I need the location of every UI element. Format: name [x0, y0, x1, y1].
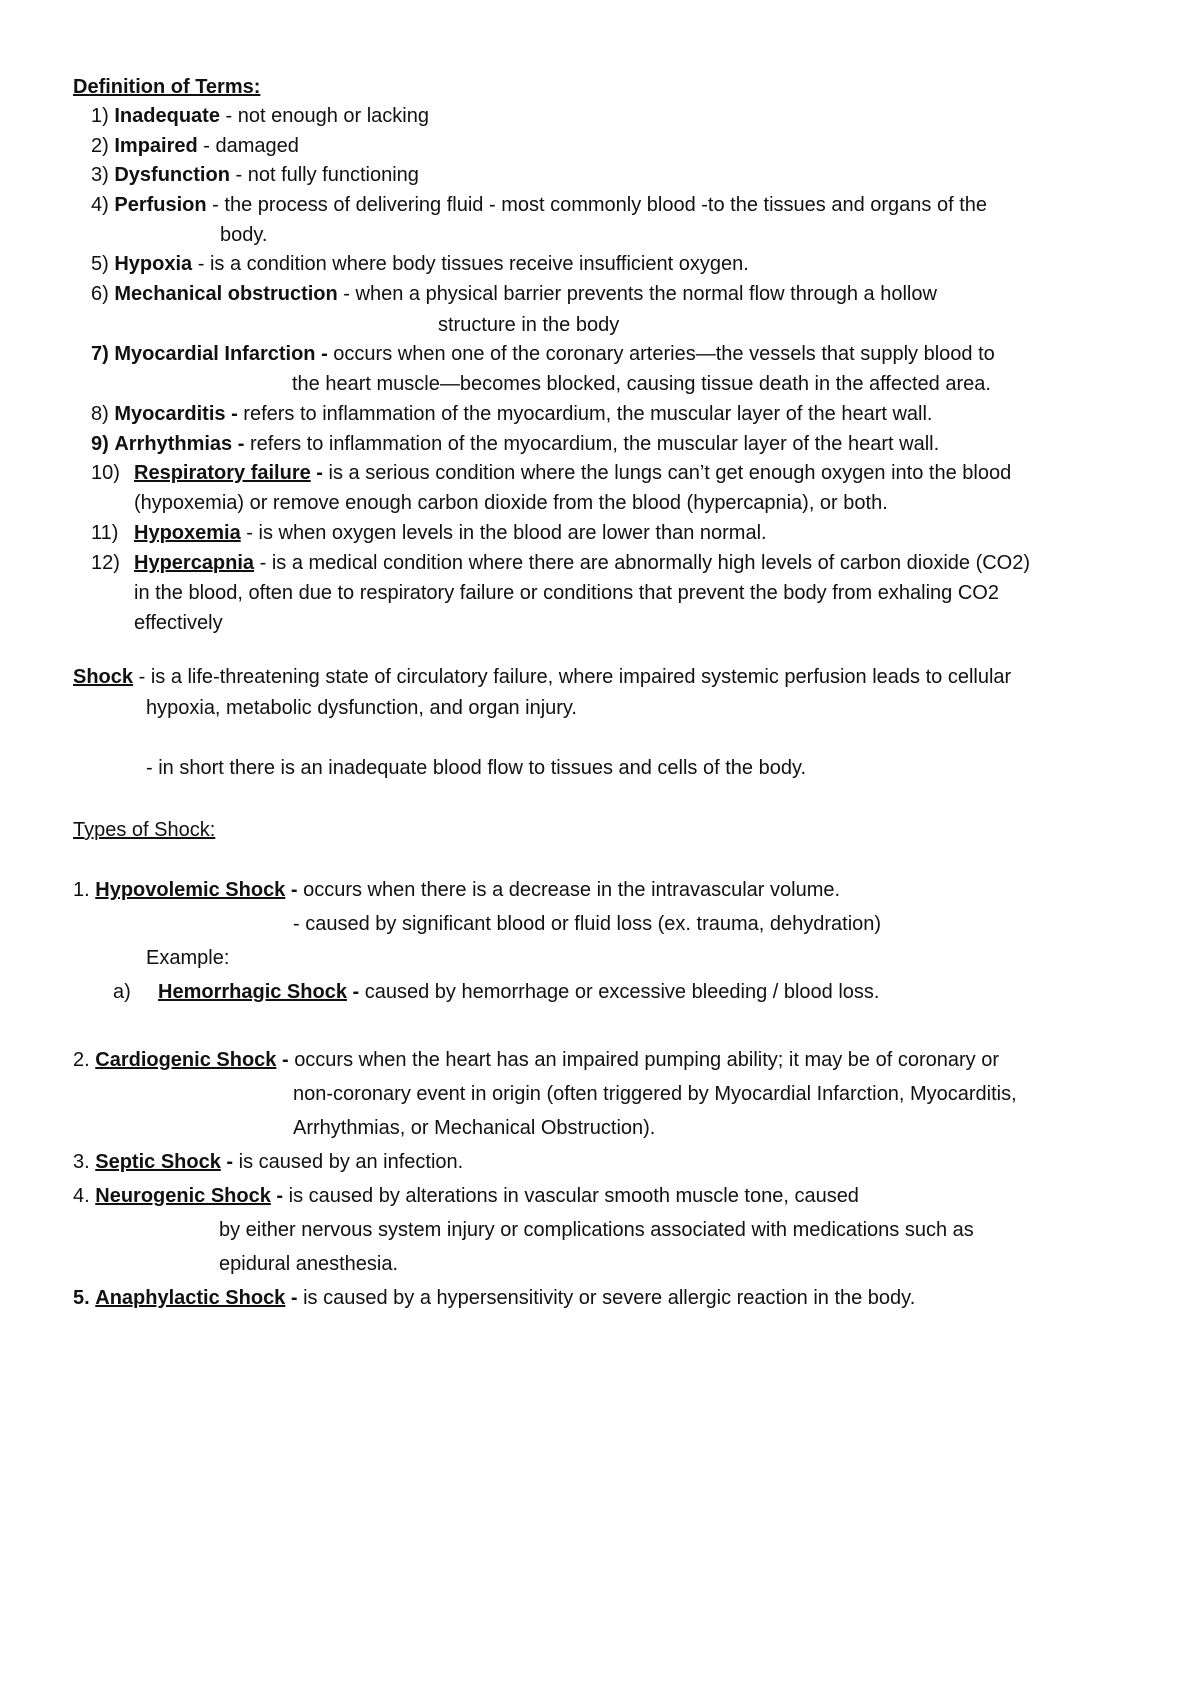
shock-type-item	[73, 1183, 859, 1209]
definition-number: 5)	[91, 253, 109, 275]
definition-number: 11)	[91, 522, 119, 544]
types-heading: Types of Shock:	[73, 819, 216, 841]
shock-type-item	[73, 1149, 463, 1175]
shock-type-text: is caused by a hypersensitivity or severe allergic reaction in the body.	[303, 1287, 916, 1309]
definition-term: Inadequate	[114, 105, 220, 127]
shock-type-separator: -	[220, 1151, 239, 1173]
definition-item	[91, 162, 419, 188]
definition-term: Hypoxemia	[134, 522, 241, 544]
shock-definition	[73, 664, 1011, 690]
shock-type-number: 1.	[73, 879, 90, 901]
definition-separator: -	[240, 522, 259, 544]
definition-separator: -	[197, 135, 216, 157]
definition-separator: -	[315, 343, 334, 365]
definition-term: Hypercapnia	[134, 552, 255, 574]
definition-term: Myocardial Infarction	[114, 343, 316, 365]
definition-text: not fully functioning	[247, 164, 419, 186]
definition-text: is a serious condition where the lungs can’t get enough oxygen into the blood	[328, 462, 1012, 484]
shock-type-continuation: - caused by significant blood or fluid loss (ex. trauma, dehydration)	[293, 913, 882, 935]
definition-number: 1)	[91, 105, 109, 127]
definition-separator: -	[192, 253, 210, 275]
shock-type-text: occurs when there is a decrease in the intravascular volume.	[303, 879, 841, 901]
definition-text: not enough or lacking	[237, 105, 429, 127]
definition-text: occurs when one of the coronary arteries—the vessels that supply blood to	[333, 343, 995, 365]
shock-term: Shock	[73, 666, 134, 688]
definition-number: 12)	[91, 552, 120, 574]
definition-item	[91, 103, 429, 129]
definition-continuation: (hypoxemia) or remove enough carbon dioxide from the blood (hypercapnia), or both.	[134, 492, 888, 514]
definition-continuation: structure in the body	[438, 314, 620, 336]
shock-type-term: Neurogenic Shock	[95, 1185, 271, 1207]
definition-text: damaged	[215, 135, 299, 157]
shock-type-separator: -	[285, 1287, 304, 1309]
sub-item	[113, 979, 879, 1005]
definition-number: 7)	[91, 343, 109, 365]
definition-number: 4)	[91, 194, 109, 216]
definition-text: is when oxygen levels in the blood are lower than normal.	[258, 522, 767, 544]
shock-type-continuation: Arrhythmias, or Mechanical Obstruction).	[293, 1117, 656, 1139]
shock-separator: -	[133, 666, 151, 688]
definition-term: Myocarditis	[114, 403, 226, 425]
definition-number: 8)	[91, 403, 109, 425]
definition-item	[91, 431, 939, 457]
definition-term: Hypoxia	[114, 253, 193, 275]
shock-type-item	[73, 1285, 915, 1311]
shock-type-term: Hypovolemic Shock	[95, 879, 286, 901]
definition-separator: -	[337, 283, 356, 305]
shock-type-item	[73, 1047, 999, 1073]
shock-type-number: 3.	[73, 1151, 90, 1173]
shock-type-term: Anaphylactic Shock	[95, 1287, 286, 1309]
sub-item-term: Hemorrhagic Shock	[158, 981, 347, 1003]
definition-number: 6)	[91, 283, 109, 305]
shock-type-continuation: by either nervous system injury or complications associated with medications such as	[219, 1219, 974, 1241]
shock-continuation: hypoxia, metabolic dysfunction, and organ injury.	[146, 697, 577, 719]
definitions-heading: Definition of Terms:	[73, 76, 261, 98]
shock-type-number: 4.	[73, 1185, 90, 1207]
definition-item	[91, 341, 995, 367]
shock-type-separator: -	[285, 879, 304, 901]
definition-separator: -	[254, 552, 272, 574]
sub-item-separator: -	[346, 981, 365, 1003]
shock-type-text: is caused by an infection.	[238, 1151, 464, 1173]
shock-type-separator: -	[276, 1049, 295, 1071]
definition-term: Arrhythmias	[114, 433, 233, 455]
definition-item	[91, 281, 937, 307]
definition-separator: -	[232, 433, 250, 455]
definition-item	[91, 192, 987, 218]
shock-type-number: 5.	[73, 1287, 90, 1309]
definition-number: 3)	[91, 164, 109, 186]
definition-separator: -	[229, 164, 248, 186]
definition-term: Impaired	[114, 135, 198, 157]
shock-type-text: occurs when the heart has an impaired pumping ability; it may be of coronary or	[294, 1049, 999, 1071]
definition-item	[91, 133, 299, 159]
definition-item	[91, 550, 1030, 576]
sub-item-text: caused by hemorrhage or excessive bleeding / blood loss.	[364, 981, 880, 1003]
shock-type-term: Septic Shock	[95, 1151, 221, 1173]
definition-continuation: effectively	[134, 612, 223, 634]
definition-text: is a condition where body tissues receive insufficient oxygen.	[209, 253, 749, 275]
definition-separator: -	[225, 403, 244, 425]
shock-summary: - in short there is an inadequate blood flow to tissues and cells of the body.	[146, 757, 807, 779]
definition-item	[91, 401, 932, 427]
definition-item	[91, 460, 1011, 486]
definition-text: when a physical barrier prevents the normal flow through a hollow	[355, 283, 937, 305]
definition-term: Dysfunction	[114, 164, 230, 186]
definition-term: Mechanical obstruction	[114, 283, 338, 305]
definition-text: refers to inflammation of the myocardium, the muscular layer of the heart wall.	[243, 403, 933, 425]
example-label: Example:	[146, 947, 230, 969]
definition-separator: -	[206, 194, 225, 216]
definition-text: the process of delivering fluid - most commonly blood -to the tissues and organs of the	[224, 194, 988, 216]
shock-type-number: 2.	[73, 1049, 90, 1071]
definition-text: is a medical condition where there are abnormally high levels of carbon dioxide (CO2)	[271, 552, 1031, 574]
shock-type-item	[73, 877, 840, 903]
shock-type-continuation: non-coronary event in origin (often triggered by Myocardial Infarction, Myocarditis,	[293, 1083, 1017, 1105]
definition-continuation: the heart muscle—becomes blocked, causing tissue death in the affected area.	[292, 373, 991, 395]
definition-text: refers to inflammation of the myocardium, the muscular layer of the heart wall.	[249, 433, 940, 455]
shock-type-separator: -	[270, 1185, 289, 1207]
definition-number: 10)	[91, 462, 120, 484]
definition-item	[91, 520, 767, 546]
shock-type-text: is caused by alterations in vascular smooth muscle tone, caused	[288, 1185, 859, 1207]
definition-continuation: in the blood, often due to respiratory failure or conditions that prevent the body from exhaling CO2	[134, 582, 999, 604]
shock-type-continuation: epidural anesthesia.	[219, 1253, 399, 1275]
sub-item-letter: a)	[113, 981, 131, 1003]
definition-term: Perfusion	[114, 194, 207, 216]
definition-term: Respiratory failure	[134, 462, 311, 484]
definition-separator: -	[310, 462, 329, 484]
definition-item	[91, 251, 749, 277]
definition-separator: -	[219, 105, 238, 127]
shock-text: is a life-threatening state of circulatory failure, where impaired systemic perfusion leads to cellular	[150, 666, 1012, 688]
definition-number: 2)	[91, 135, 109, 157]
shock-type-term: Cardiogenic Shock	[95, 1049, 277, 1071]
definition-continuation: body.	[220, 224, 268, 246]
definition-number: 9)	[91, 433, 109, 455]
